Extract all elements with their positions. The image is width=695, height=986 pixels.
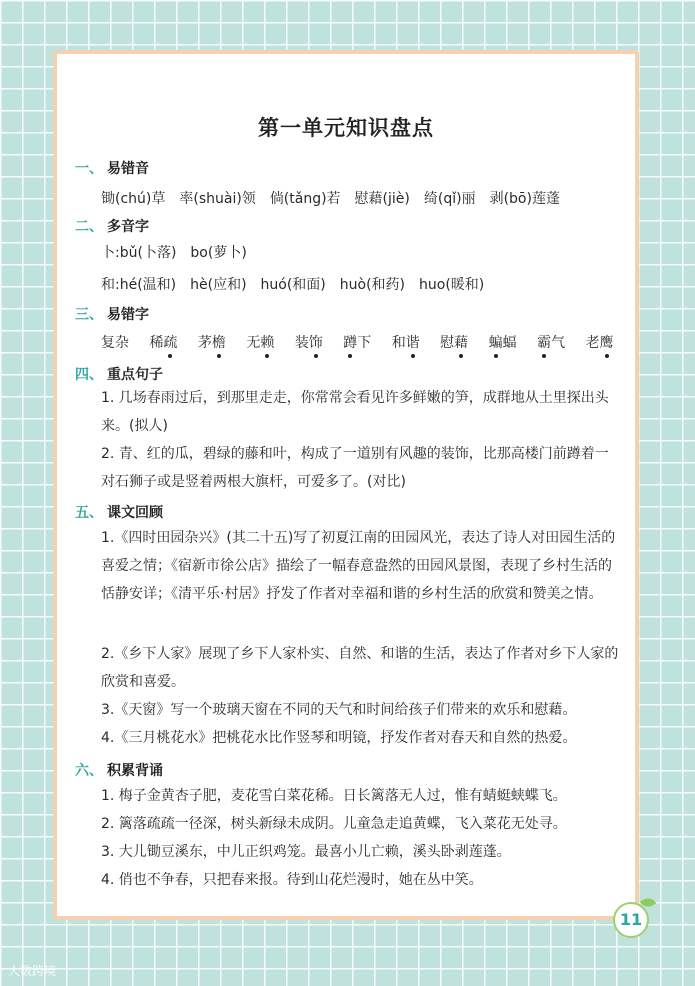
- emphasis-dot: [494, 354, 498, 358]
- section-heading-6: [75, 760, 163, 780]
- section-heading-2: [75, 216, 149, 236]
- error-word: 复杂: [101, 335, 129, 351]
- review-item-2: 2.《乡下人家》展现了乡下人家朴实、自然、和谐的生活，表达了作者对乡下人家的欣赏和喜爱。: [101, 646, 619, 690]
- emphasis-dot: [168, 354, 172, 358]
- error-word: 和谐: [392, 332, 420, 352]
- error-word: 霸气: [537, 332, 565, 352]
- error-word: 蝙蝠: [489, 332, 517, 352]
- section-heading-1: [75, 158, 149, 178]
- recitation-line-4: 4. 俏也不争春，只把春来报。待到山花烂漫时，她在丛中笑。: [101, 872, 483, 888]
- page-number: 11: [613, 902, 649, 938]
- emphasis-dot: [348, 354, 352, 358]
- section-number-5: 五、: [75, 505, 103, 521]
- key-sentence-2: 2. 青、红的瓜，碧绿的藤和叶，构成了一道别有风趣的装饰，比那高楼门前蹲着一对石狮子或是竖着两根大旗杆，可爱多了。(对比): [101, 446, 609, 490]
- error-word: 蹲下: [343, 332, 371, 352]
- section-number-3: 三、: [75, 307, 103, 323]
- emphasis-dot: [459, 354, 463, 358]
- key-sentence-1: 1. 几场春雨过后，到那里走走，你常常会看见许多鲜嫩的笋，成群地从土里探出头来。(拟人): [101, 390, 609, 434]
- emphasis-dot: [265, 354, 269, 358]
- section-2-line-2: 和:hé(温和) hè(应和) huó(和面) huò(和药) huo(暖和): [101, 277, 485, 293]
- error-word: 装饰: [295, 332, 323, 352]
- page-card: [53, 50, 639, 920]
- error-word: 老鹰: [586, 332, 614, 352]
- section-heading-4: [75, 364, 163, 384]
- section-number-1: 一、: [75, 161, 103, 177]
- section-1-line: 锄(chú)草 率(shuài)领 倘(tǎng)若 慰藉(jiè) 绮(qǐ)丽 剥(bō)莲蓬: [101, 191, 560, 207]
- review-item-4: 4.《三月桃花水》把桃花水比作竖琴和明镜，抒发作者对春天和自然的热爱。: [101, 730, 577, 746]
- error-word-list: [101, 332, 614, 352]
- error-word: 无赖: [246, 332, 274, 352]
- review-item-1: 1.《四时田园杂兴》(其二十五)写了初夏江南的田园风光，表达了诗人对田园生活的喜爱之情；《宿新市徐公店》描绘了一幅春意盎然的田园风景图，表现了乡村生活的恬静安详；《清平乐·村居》抒发了作者对幸福和谐的乡村生活的欣赏和赞美之情。: [101, 530, 616, 602]
- review-item-3: 3.《天窗》写一个玻璃天窗在不同的天气和时间给孩子们带来的欢乐和慰藉。: [101, 702, 577, 718]
- page-title: 第一单元知识盘点: [258, 116, 434, 140]
- recitation-line-1: 1. 梅子金黄杏子肥，麦花雪白菜花稀。日长篱落无人过，惟有蜻蜓蛱蝶飞。: [101, 788, 567, 804]
- recitation-line-3: 3. 大儿锄豆溪东，中儿正织鸡笼。最喜小儿亡赖，溪头卧剥莲蓬。: [101, 844, 511, 860]
- section-title-1: 易错音: [107, 161, 149, 177]
- section-title-4: 重点句子: [107, 367, 163, 383]
- section-heading-5: [75, 502, 163, 522]
- section-title-2: 多音字: [107, 219, 149, 235]
- section-number-6: 六、: [75, 763, 103, 779]
- emphasis-dot: [542, 354, 546, 358]
- recitation-line-2: 2. 篱落疏疏一径深，树头新绿未成阴。儿童急走追黄蝶，飞入菜花无处寻。: [101, 816, 567, 832]
- watermark-text: 大数跨境: [8, 964, 57, 978]
- error-word: 稀疏: [149, 332, 177, 352]
- section-number-4: 四、: [75, 367, 103, 383]
- section-heading-3: [75, 304, 149, 324]
- emphasis-dot: [411, 354, 415, 358]
- emphasis-dot: [605, 354, 609, 358]
- section-number-2: 二、: [75, 219, 103, 235]
- section-title-5: 课文回顾: [107, 505, 163, 521]
- error-word: 茅檐: [198, 332, 226, 352]
- section-title-6: 积累背诵: [107, 763, 163, 779]
- section-title-3: 易错字: [107, 307, 149, 323]
- error-word: 慰藉: [440, 332, 468, 352]
- emphasis-dot: [314, 354, 318, 358]
- emphasis-dot: [217, 354, 221, 358]
- page-number-badge: [607, 898, 653, 944]
- section-2-line-1: 卜:bǔ(卜落) bo(萝卜): [101, 245, 247, 261]
